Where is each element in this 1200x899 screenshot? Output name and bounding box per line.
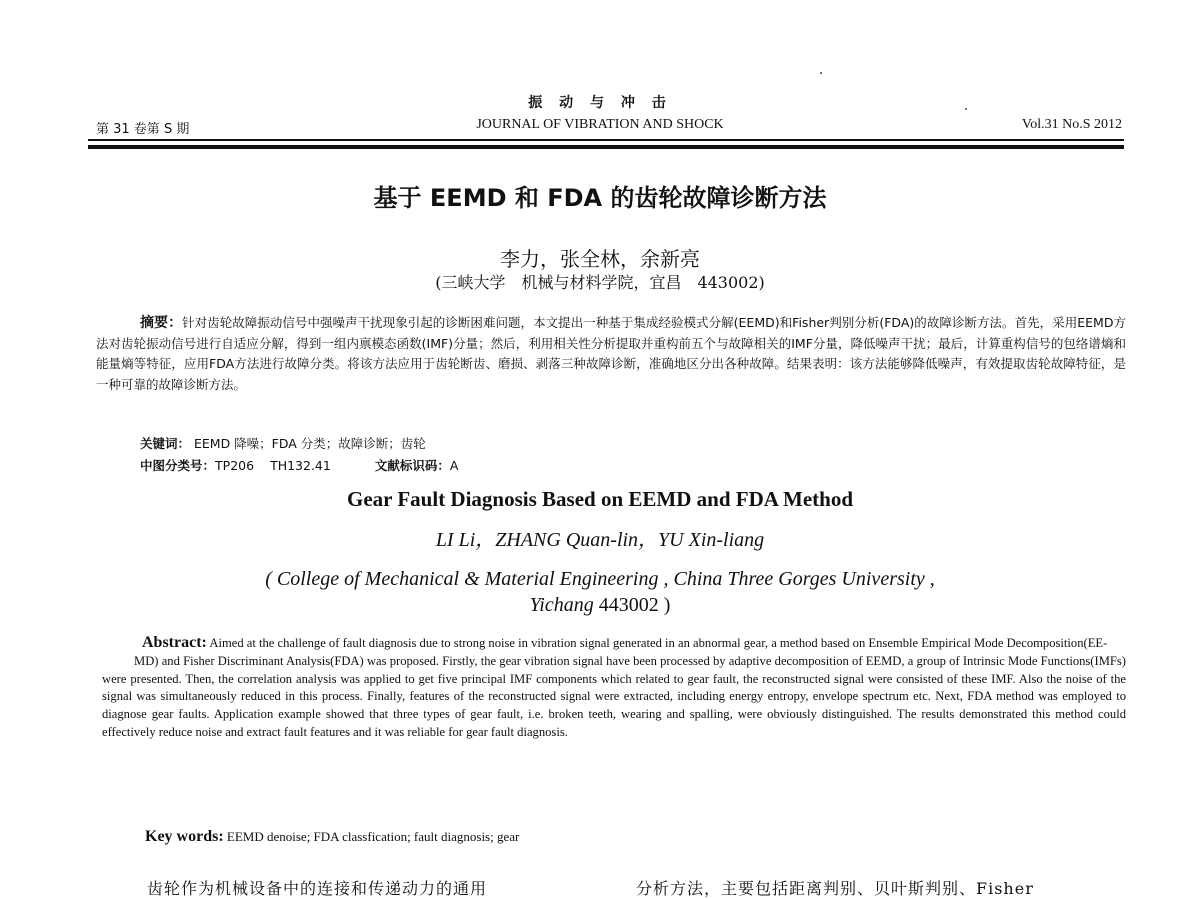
- volume-cn: 第 31 卷第 S 期: [96, 122, 190, 137]
- authors-cn: 李力，张全林，余新亮: [500, 247, 700, 271]
- scan-speck: [820, 72, 822, 74]
- journal-name-en: JOURNAL OF VIBRATION AND SHOCK: [476, 117, 724, 132]
- affiliation-en-line2: [0, 592, 1200, 618]
- paper-title-en: Gear Fault Diagnosis Based on EEMD and FDA Method: [347, 487, 853, 511]
- paper-title-cn: 基于 EEMD 和 FDA 的齿轮故障诊断方法: [373, 184, 827, 212]
- classification-line: [140, 456, 458, 474]
- abstract-en-rest: MD) and Fisher Discriminant Analysis(FDA) was proposed. Firstly, the gear vibration signal have been processed by adaptive decomposition of EEMD, a group of Intrinsic Mode Functions(IMFs) were presented. Then, the correlation analysis was applied to get five principal IMF components which related to gear fault, the reconstructed signal were consisted of these IMF. Also the noise of the signal was simultaneously reduced in this process. Finally, features of the reconstructed signal were extracted, including energy entropy, envelope spectrum etc. Next, FDA method was employed to diagnose gear faults. Application example showed that three types of gear fault, i.e. broken teeth, wearing and spalling, were obviously distinguished. The results demonstrated this method could effectively reduce noise and extract fault features and it was reliable for gear fault diagnosis.: [102, 653, 1126, 739]
- authors-en: LI Li，ZHANG Quan-lin，YU Xin-liang: [435, 529, 765, 551]
- keywords-cn-text: EEMD 降噪；FDA 分类；故障诊断；齿轮: [194, 436, 426, 451]
- doc-code: A: [449, 458, 459, 473]
- keywords-cn-label: 关键词：: [140, 436, 191, 451]
- body-column-left: 齿轮作为机械设备中的连接和传递动力的通用: [147, 879, 488, 898]
- keywords-en-text: EEMD denoise; FDA classfication; fault diagnosis; gear: [226, 829, 520, 844]
- clc-code: TP206: [215, 458, 255, 473]
- keywords-cn: [140, 434, 426, 452]
- clc-code-2: TH132.41: [270, 458, 331, 473]
- abstract-cn-label: 摘要：: [140, 315, 183, 331]
- keywords-en-label: Key words:: [145, 828, 224, 845]
- abstract-cn-text: 针对齿轮故障振动信号中强噪声干扰现象引起的诊断困难问题，本文提出一种基于集成经验模式分解(EEMD)和Fisher判别分析(FDA)的故障诊断方法。首先，采用EEMD方法对齿轮振动信号进行自适应分解，得到一组内禀模态函数(IMF)分量；然后，利用相关性分析提取并重构前五个与故障相关的IMF分量，降低噪声干扰；最后，计算重构信号的包络谱熵和能量熵等特征，应用FDA方法进行故障分类。将该方法应用于齿轮断齿、磨损、剥落三种故障诊断，准确地区分出各种故障。结果表明：该方法能够降低噪声，有效提取齿轮故障特征，是一种可靠的故障诊断方法。: [96, 315, 1126, 392]
- affiliation-en: [0, 566, 1200, 618]
- doc-code-label: 文献标识码：: [374, 458, 450, 473]
- volume-en: Vol.31 No.S 2012: [1021, 117, 1122, 132]
- abstract-en: [102, 634, 1126, 742]
- header-rule-thick: [88, 145, 1124, 149]
- affiliation-en-line1: ( College of Mechanical & Material Engineering , China Three Gorges University ,: [265, 568, 935, 590]
- abstract-cn: [96, 313, 1126, 395]
- body-column-right: 分析方法，主要包括距离判别、贝叶斯判别、Fisher: [636, 879, 1034, 898]
- abstract-en-label: Abstract:: [142, 634, 207, 651]
- header-rule-thin: [88, 139, 1124, 141]
- affiliation-en-post: 443002 ): [598, 594, 671, 616]
- keywords-en: [145, 828, 519, 846]
- affiliation-cn: (三峡大学 机械与材料学院，宜昌 443002): [435, 273, 765, 292]
- affiliation-en-city: Yichang: [529, 594, 594, 616]
- journal-name-cn: 振 动 与 冲 击: [528, 95, 672, 111]
- clc-label: 中图分类号：: [140, 458, 216, 473]
- abstract-en-first: Aimed at the challenge of fault diagnosis due to strong noise in vibration signal generated in an abnormal gear, a method based on Ensemble Empirical Mode Decomposition(EE-: [209, 636, 1108, 650]
